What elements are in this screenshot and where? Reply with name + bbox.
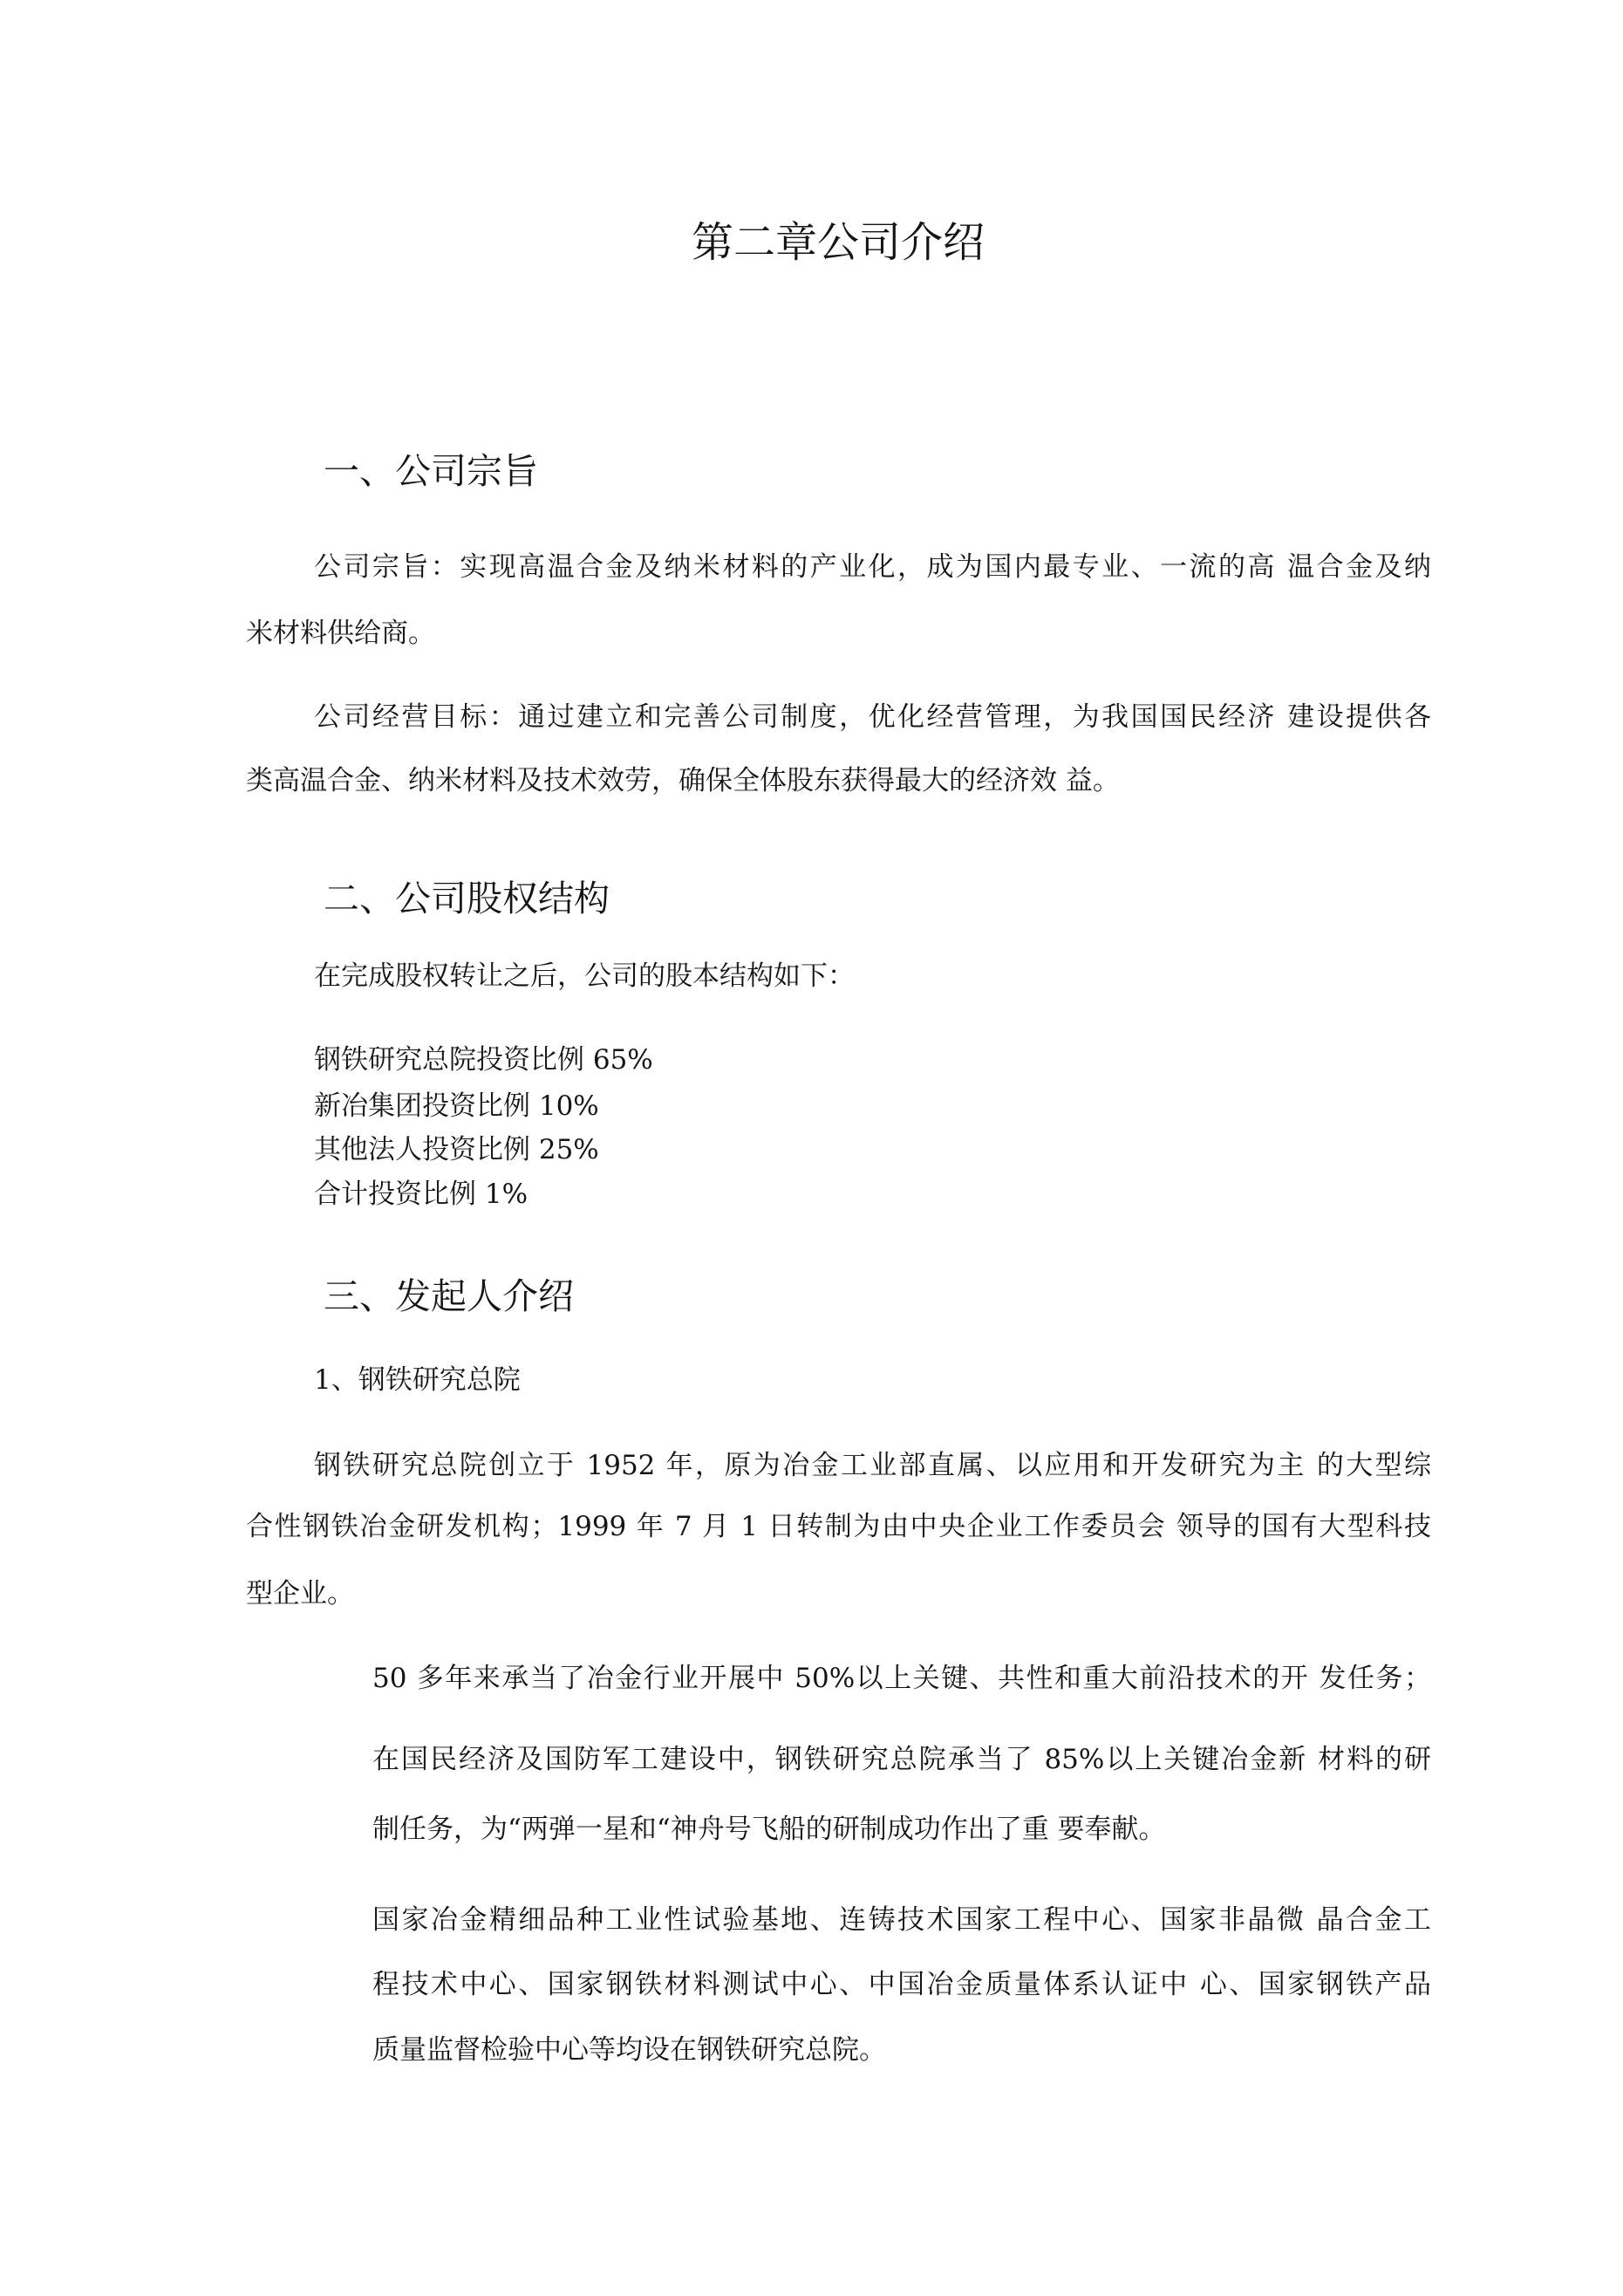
paragraph-line: 公司经营目标：通过建立和完善公司制度，优化经营管理，为我国国民经济 建设提供各: [314, 701, 1431, 733]
section-heading: 一、公司宗旨: [324, 450, 538, 492]
section-heading: 二、公司股权结构: [324, 878, 610, 919]
shareholding-intro: 在完成股权转让之后，公司的股本结构如下：: [314, 960, 855, 992]
shareholding-item: 合计投资比例 1%: [314, 1179, 528, 1210]
highlight-line: 制任务，为“两弹一星和“神舟号飞船的研制成功作出了重 要奉献。: [372, 1814, 1166, 1845]
highlight-line: 质量监督检验中心等均设在钢铁研究总院。: [372, 2034, 886, 2066]
subsection-heading: 1、钢铁研究总院: [314, 1364, 521, 1396]
highlight-line: 50 多年来承当了冶金行业开展中 50%以上关键、共性和重大前沿技术的开 发任务；: [372, 1663, 1431, 1694]
highlight-line: 在国民经济及国防军工建设中，钢铁研究总院承当了 85%以上关键冶金新 材料的研: [372, 1744, 1431, 1775]
page-title: 第二章公司介绍: [692, 218, 985, 267]
shareholding-item: 其他法人投资比例 25%: [314, 1134, 599, 1165]
shareholding-item: 新冶集团投资比例 10%: [314, 1090, 599, 1122]
highlight-line: 程技术中心、国家钢铁材料测试中心、中国冶金质量体系认证中 心、国家钢铁产品: [372, 1969, 1431, 2000]
highlight-line: 国家冶金精细品种工业性试验基地、连铸技术国家工程中心、国家非晶微 晶合金工: [372, 1904, 1431, 1936]
paragraph-line: 钢铁研究总院创立于 1952 年，原为冶金工业部直属、以应用和开发研究为主 的大型综: [314, 1450, 1431, 1481]
paragraph-line: 米材料供给商。: [246, 618, 435, 649]
shareholding-item: 钢铁研究总院投资比例 65%: [314, 1044, 653, 1076]
paragraph-line: 类高温合金、纳米材料及技术效劳，确保全体股东获得最大的经济效 益。: [246, 765, 1120, 796]
paragraph-line: 公司宗旨：实现高温合金及纳米材料的产业化，成为国内最专业、一流的高 温合金及纳: [314, 551, 1431, 583]
section-heading: 三、发起人介绍: [324, 1275, 574, 1317]
paragraph-line: 合性钢铁冶金研发机构；1999 年 7 月 1 日转制为由中央企业工作委员会 领导的国有大型科技: [246, 1511, 1431, 1542]
paragraph-line: 型企业。: [246, 1578, 354, 1609]
